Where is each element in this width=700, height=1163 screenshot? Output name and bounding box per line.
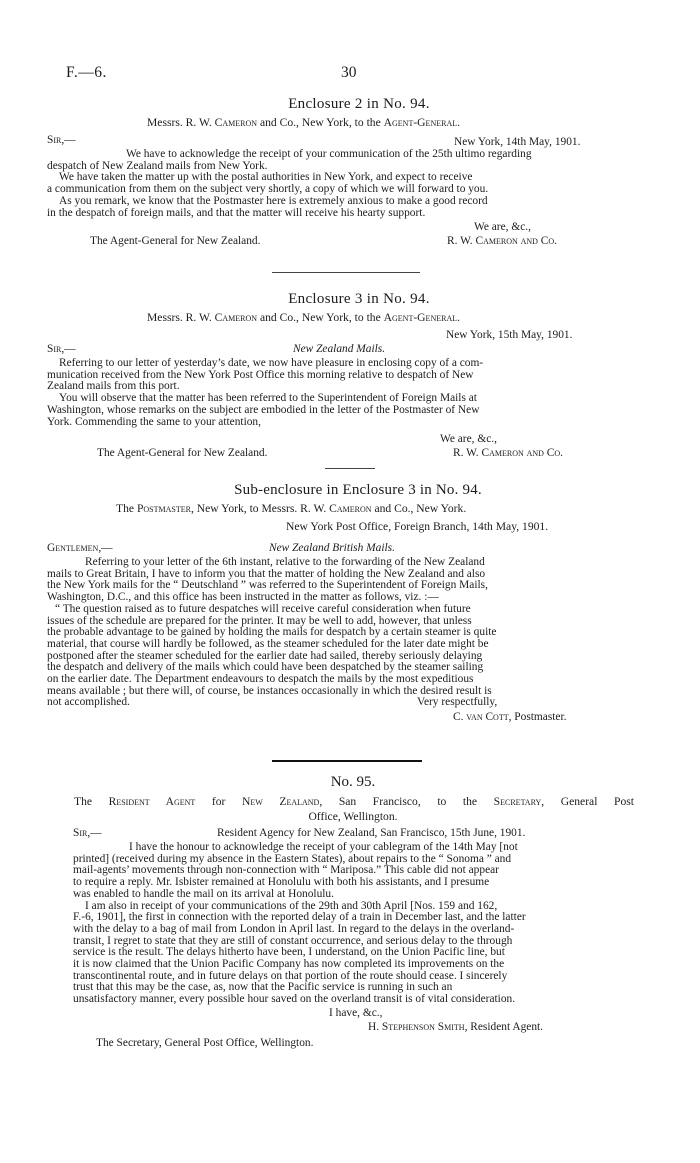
- subtitle-text: , San Francisco, to the: [319, 795, 494, 808]
- signature-text: H.: [368, 1021, 382, 1033]
- signature-text: , Resident Agent.: [464, 1021, 544, 1033]
- body-line: not accomplished.: [47, 696, 130, 708]
- signature-text: , Postmaster.: [508, 711, 567, 723]
- body-line: Washington, whose remarks on the subject are embodied in the letter of the Postmaster of New: [47, 403, 480, 416]
- body-line: on the earlier date. The Department endeavours to despatch the mails by the most expeditious: [47, 673, 474, 686]
- page-number: 30: [341, 64, 357, 81]
- body-line: trust that this may be the case, as, now that the Pacific service is running in such an: [73, 981, 453, 994]
- signature-name: Stephenson Smith: [381, 1021, 465, 1033]
- signature: [453, 448, 563, 460]
- letter-place-date: New York Post Office, Foreign Branch, 14th May, 1901.: [286, 520, 549, 533]
- body-line: service is the result. The delays hitherto have been, I understand, on the Union Pacific line, but: [73, 946, 505, 959]
- subtitle-text: Messrs. R. W.: [147, 311, 215, 324]
- subtitle-name: Cameron: [329, 502, 372, 515]
- signature: [368, 1022, 543, 1034]
- subtitle-text: .: [457, 311, 461, 324]
- section-code: F.—6.: [66, 64, 107, 81]
- enclosure-3-title: Enclosure 3 in No. 94.: [288, 291, 430, 307]
- letter-date: New York, 14th May, 1901.: [454, 136, 581, 148]
- no-95-title: No. 95.: [330, 774, 376, 790]
- subtitle-text: and Co., New York.: [371, 502, 467, 515]
- salutation: Sir,—: [73, 827, 102, 839]
- letter-place-date: Resident Agency for New Zealand, San Francisco, 15th June, 1901.: [217, 827, 526, 839]
- section-divider: [272, 272, 420, 273]
- section-divider: [325, 468, 375, 469]
- body-line: Washington, D.C., and this office has been instructed in the matter as follows, viz. :—: [47, 591, 439, 604]
- closing: I have, &c.,: [329, 1007, 383, 1019]
- enclosure-3-body: [47, 358, 627, 428]
- body-line: As you remark, we know that the Postmaster here is extremely anxious to make a good record: [59, 194, 488, 207]
- subtitle-text: .: [457, 116, 461, 129]
- body-line: Referring to your letter of the 6th instant, relative to the forwarding of the New Zealand: [85, 556, 485, 568]
- subtitle-name: Cameron: [214, 116, 258, 129]
- body-line: You will observe that the matter has been referred to the Superintendent of Foreign Mails at: [59, 392, 477, 405]
- no-95-body: [73, 842, 633, 1006]
- closing: Very respectfully,: [417, 696, 498, 708]
- body-line: We have taken the matter up with the postal authorities in New York, and expect to receive: [59, 171, 473, 184]
- subtitle-name: Cameron: [214, 311, 258, 324]
- body-line: it is now claimed that the Union Pacific Company has now completed its improvements on the: [73, 958, 505, 971]
- signature-name: Cameron and Co.: [481, 447, 564, 459]
- body-line: transit, I regret to state that they are still of constant occurrence, and serious delay to the through: [73, 934, 513, 947]
- body-line: munication received from the New York Post Office this morning relative to despatch of New: [47, 368, 474, 381]
- subtitle-recipient: Agent-General: [383, 311, 458, 324]
- body-line: mails to Great Britain, I have to inform you that the matter of holding the New Zealand and also: [47, 567, 486, 580]
- enclosure-2-subtitle: [147, 116, 460, 129]
- enclosure-2-title: Enclosure 2 in No. 94.: [288, 96, 430, 112]
- subtitle-text: The: [74, 795, 109, 808]
- body-line: a communication from them on the subject very shortly, a copy of which we will forward to you.: [47, 183, 489, 196]
- body-line: F.-6, 1901], the first in connection with the reported delay of a train in December last, and the latter: [73, 911, 526, 924]
- body-line: Zealand mails from this port.: [47, 380, 180, 393]
- no-95-subtitle-line2: Office, Wellington.: [308, 810, 398, 823]
- signature: [447, 236, 557, 248]
- salutation: Sir,—: [47, 343, 76, 355]
- subtitle-text: and Co., New York, to the: [257, 116, 384, 129]
- body-line: printed] (received during my absence in the Eastern States), about repairs to the “ Sonoma ” and: [73, 852, 512, 865]
- signature: [453, 712, 567, 724]
- subtitle-recipient: Secretary: [493, 795, 542, 808]
- closing: We are, &c.,: [440, 433, 497, 445]
- signature-name: van Cott: [466, 711, 509, 723]
- body-line: We have to acknowledge the receipt of your communication of the 25th ultimo regarding: [126, 148, 532, 160]
- sub-enclosure-title: Sub-enclosure in Enclosure 3 in No. 94.: [234, 482, 482, 498]
- body-line: was enabled to handle the mail on its arrival at Honolulu.: [73, 887, 334, 900]
- subtitle-sender: Resident Agent: [108, 795, 196, 808]
- body-line: Referring to our letter of yesterday’s date, we now have pleasure in enclosing copy of a com-: [59, 357, 484, 369]
- body-line: the probable advantage to be gained by holding the mails for despatch by a certain steamer is quite: [47, 626, 497, 639]
- signature-name: Cameron and Co.: [475, 235, 558, 247]
- body-line: issues of the schedule are prepared for the printer. It may be well to add, however, that unless: [47, 614, 472, 627]
- body-line: I am also in receipt of your communications of the 29th and 30th April [Nos. 159 and 162,: [85, 899, 498, 912]
- body-line: mail-agents’ movements through non-connection with “ Mariposa.” This cable did not appear: [73, 864, 499, 877]
- subtitle-sender: Postmaster: [136, 502, 191, 515]
- addressee: The Agent-General for New Zealand.: [90, 235, 261, 247]
- no-95-subtitle: [74, 795, 634, 808]
- signature-text: R. W.: [453, 447, 482, 459]
- body-line: the New York mails for the “ Deutschland ” was referred to the Superintendent of Foreign Mails,: [47, 579, 488, 592]
- addressee: The Secretary, General Post Office, Wellington.: [96, 1037, 314, 1049]
- body-line: unsatisfactory manner, every possible hour saved on the overland transit is of vital consideration.: [73, 993, 516, 1006]
- salutation: Sir,—: [47, 134, 76, 146]
- letter-topic: New Zealand British Mails.: [269, 542, 395, 554]
- enclosure-2-body: [47, 149, 628, 219]
- subtitle-text: Messrs. R. W.: [147, 116, 215, 129]
- closing: We are, &c.,: [474, 221, 531, 233]
- subtitle-text: The: [116, 502, 137, 515]
- body-line: I have the honour to acknowledge the receipt of your cablegram of the 14th May [not: [129, 841, 518, 853]
- letter-date: New York, 15th May, 1901.: [446, 329, 573, 341]
- body-line: the despatch and delivery of the mails which could have been despatched by the steamer sailing: [47, 661, 484, 674]
- subtitle-text: , General Post: [541, 795, 634, 808]
- letter-topic: New Zealand Mails.: [293, 343, 386, 355]
- subtitle-text: and Co., New York, to the: [257, 311, 384, 324]
- subtitle-text: , New York, to Messrs. R. W.: [190, 502, 330, 515]
- sub-enclosure-subtitle: [116, 502, 466, 515]
- body-line: in the despatch of foreign mails, and that the matter will receive his hearty support.: [47, 206, 426, 219]
- enclosure-3-subtitle: [147, 311, 460, 324]
- signature-text: R. W.: [447, 235, 476, 247]
- body-line: with the delay to a bag of mail from London in April last. In regard to the delays in the overland-: [73, 922, 515, 935]
- body-line: transcontinental route, and in future delays on that portion of the route should cease. I sincerely: [73, 969, 508, 982]
- body-line: means available ; but there will, of course, be instances occasionally in which the desired result is: [47, 684, 492, 697]
- addressee: The Agent-General for New Zealand.: [97, 447, 268, 459]
- subtitle-country: New Zealand: [241, 795, 320, 808]
- salutation: Gentlemen,—: [47, 542, 113, 554]
- subtitle-recipient: Agent-General: [383, 116, 458, 129]
- body-line: to require a reply. Mr. Isbister remained at Honolulu with both his assistants, and I presume: [73, 876, 490, 889]
- signature-text: C.: [453, 711, 467, 723]
- section-divider-heavy: [272, 760, 422, 762]
- body-line: despatch of New Zealand mails from New York.: [47, 159, 268, 172]
- subtitle-text: for: [195, 795, 242, 808]
- sub-enclosure-body: [47, 557, 627, 697]
- body-line: postponed after the steamer scheduled for the earlier date had sailed, thereby seriously delaying: [47, 649, 483, 662]
- body-line: material, that course will hardly be followed, as the steamer scheduled for the later date might be: [47, 637, 489, 650]
- body-line: “ The question raised as to future despatches will receive careful consideration when future: [55, 602, 471, 615]
- body-line: York. Commending the same to your attention,: [47, 415, 261, 428]
